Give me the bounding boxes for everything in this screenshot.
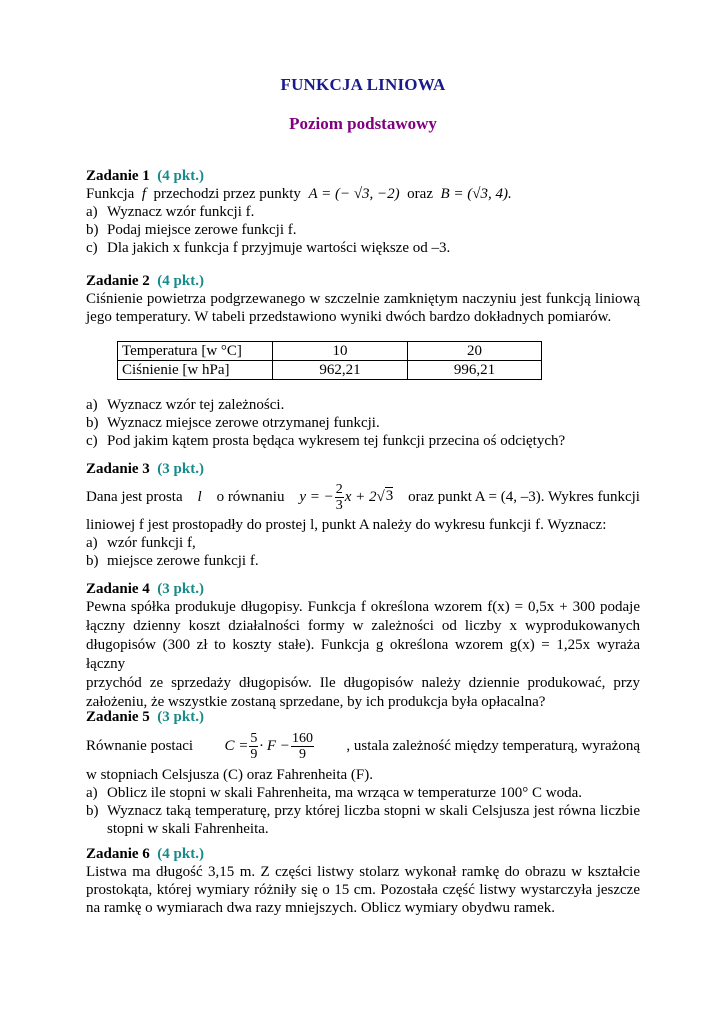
task-2-item-c <box>86 432 640 450</box>
task-5-header: Zadanie 5 <box>86 709 150 725</box>
task-2-item-b <box>86 414 640 432</box>
task-1-intro <box>86 185 640 203</box>
page-subtitle: Poziom podstawowy <box>289 114 437 133</box>
item-label: c) <box>86 240 98 256</box>
task-1-heading <box>86 167 640 185</box>
fraction-denominator: 9 <box>298 746 306 762</box>
equation-mid: · F − <box>259 737 290 754</box>
item-text: Dla jakich x funkcja f przyjmuje wartości większe od –3. <box>107 240 451 256</box>
fraction-numerator: 160 <box>291 730 313 746</box>
item-label: a) <box>86 785 98 801</box>
point-a: A = (− √3, −2) <box>308 186 400 202</box>
task-4 <box>86 580 640 712</box>
item-label: b) <box>86 803 99 819</box>
task-1-item-a <box>86 203 640 221</box>
item-text: Podaj miejsce zerowe funkcji f. <box>107 222 297 238</box>
item-label: a) <box>86 535 98 551</box>
fraction <box>335 482 344 513</box>
temperature-equation <box>225 731 315 762</box>
item-text: miejsce zerowe funkcji f. <box>107 553 259 569</box>
task-4-line1: Pewna spółka produkuje długopisy. Funkcja f określona wzorem f(x) = 0,5x + 300 podaje <box>86 599 640 615</box>
table-cell: 962,21 <box>273 361 408 380</box>
task-3-header: Zadanie 3 <box>86 461 150 477</box>
task-5 <box>86 708 640 838</box>
task-1-header: Zadanie 1 <box>86 168 150 184</box>
task-2 <box>86 272 640 450</box>
task-4-heading <box>86 580 640 598</box>
item-text: Wyznacz wzór funkcji f. <box>107 204 255 220</box>
fraction-denominator: 3 <box>335 497 343 513</box>
task-4-points: (3 pkt.) <box>157 581 204 597</box>
task-1-and: oraz <box>407 186 433 202</box>
item-label: b) <box>86 415 99 431</box>
task-6-text: Listwa ma długość 3,15 m. Z części listwy stolarz wykonał ramkę do obrazu w kształcie prostokąta, której wymiary różniły się o 15 cm. Pozostała część listwy wystarczyła jeszcze na ramkę o wymiarach dwa razy mniejszych. Oblicz wymiary obydwu ramek. <box>86 864 640 916</box>
task-4-line2: łączny dzienny koszt działalności formy w zależności od liczby x wyprodukowanych <box>86 618 640 634</box>
item-text: Wyznacz taką temperaturę, przy której liczba stopni w skali Celsjusza jest równa liczbie stopni w skali Fahrenheita. <box>107 803 640 837</box>
table-cell: Temperatura [w °C] <box>118 342 273 361</box>
item-text: Wyznacz wzór tej zależności. <box>107 397 285 413</box>
task-3-line2: liniowej f jest prostopadły do prostej l, punkt A należy do wykresu funkcji f. Wyznacz: <box>86 517 607 533</box>
task-3-text-b: o równaniu <box>216 489 285 505</box>
fraction <box>249 731 258 762</box>
point-b: B = (√3, 4). <box>440 186 512 202</box>
task-1-item-c <box>86 239 640 257</box>
task-6-header: Zadanie 6 <box>86 846 150 862</box>
table-cell: 20 <box>408 342 542 361</box>
task-3-item-b <box>86 552 640 570</box>
item-label: b) <box>86 553 99 569</box>
task-3-item-a <box>86 534 640 552</box>
task-5-item-a <box>86 784 640 802</box>
task-3-heading <box>86 460 640 478</box>
task-3-line1 <box>86 478 640 516</box>
item-label: a) <box>86 397 98 413</box>
task-3-text-a: Dana jest prosta <box>86 489 183 505</box>
fraction-numerator: 2 <box>335 481 343 497</box>
task-3-points: (3 pkt.) <box>157 461 204 477</box>
task-6-heading <box>86 845 640 863</box>
task-2-points: (4 pkt.) <box>157 273 204 289</box>
table-row <box>118 361 542 380</box>
equation-lhs: y = − <box>299 488 334 505</box>
measurement-table <box>117 341 542 380</box>
equation-rhs: x + 2 <box>344 488 377 505</box>
task-2-header: Zadanie 2 <box>86 273 150 289</box>
task-1-intro-b: przechodzi przez punkty <box>153 186 301 202</box>
task-5-item-b <box>86 802 640 838</box>
item-text: Wyznacz miejsce zerowe otrzymanej funkcji. <box>107 415 380 431</box>
task-1-intro-a: Funkcja <box>86 186 135 202</box>
task-2-intro: Ciśnienie powietrza podgrzewanego w szczelnie zamkniętym naczyniu jest funkcją liniową jego temperatury. W tabeli przedstawiono wyniki dwóch bardzo dokładnych pomiarów. <box>86 291 640 325</box>
task-5-points: (3 pkt.) <box>157 709 204 725</box>
task-4-line4: przychód ze sprzedaży długopisów. Ile długopisów należy dziennie produkować, przy założeniu, że wszystkie zostaną sprzedane, by ich produkcja była opłacalna? <box>86 675 640 710</box>
table-cell: 996,21 <box>408 361 542 380</box>
task-2-item-a <box>86 396 640 414</box>
item-label: b) <box>86 222 99 238</box>
task-3 <box>86 460 640 570</box>
task-2-heading <box>86 272 640 290</box>
table-cell: Ciśnienie [w hPa] <box>118 361 273 380</box>
task-5-line2: w stopniach Celsjusza (C) oraz Fahrenheita (F). <box>86 767 373 783</box>
task-5-line1 <box>86 726 640 766</box>
table-row <box>118 342 542 361</box>
item-text: Oblicz ile stopni w skali Fahrenheita, ma wrząca w temperaturze 100° C woda. <box>107 785 583 801</box>
fraction <box>291 731 314 762</box>
function-symbol: f <box>141 186 146 202</box>
item-label: c) <box>86 433 98 449</box>
equation-lhs: C = <box>224 737 249 754</box>
item-text: Pod jakim kątem prosta będąca wykresem tej funkcji przecina oś odciętych? <box>107 433 566 449</box>
task-3-text-c: oraz punkt A = (4, –3). Wykres funkcji <box>408 489 640 505</box>
task-6 <box>86 845 640 917</box>
sqrt-argument: 3 <box>385 488 394 505</box>
task-1 <box>86 167 640 257</box>
task-4-line3: długopisów (300 zł to koszty stałe). Funkcja g określona wzorem g(x) = 1,25x wyraża łączny <box>86 637 640 672</box>
line-symbol: l <box>197 489 202 505</box>
task-1-item-b <box>86 221 640 239</box>
item-text: wzór funkcji f, <box>107 535 196 551</box>
task-1-points: (4 pkt.) <box>157 168 204 184</box>
line-equation: y = − $\frac{2}{3}$ x + 2√3 <box>299 481 394 513</box>
fraction-numerator: 5 <box>250 730 258 746</box>
task-5-heading <box>86 708 640 726</box>
task-4-header: Zadanie 4 <box>86 581 150 597</box>
item-label: a) <box>86 204 98 220</box>
table-cell: 10 <box>273 342 408 361</box>
task-6-points: (4 pkt.) <box>157 846 204 862</box>
fraction-denominator: 9 <box>250 746 258 762</box>
task-5-text-b: , ustala zależność między temperaturą, wyrażoną <box>346 738 640 754</box>
task-5-text-a: Równanie postaci <box>86 738 194 754</box>
page-title: FUNKCJA LINIOWA <box>280 75 446 94</box>
